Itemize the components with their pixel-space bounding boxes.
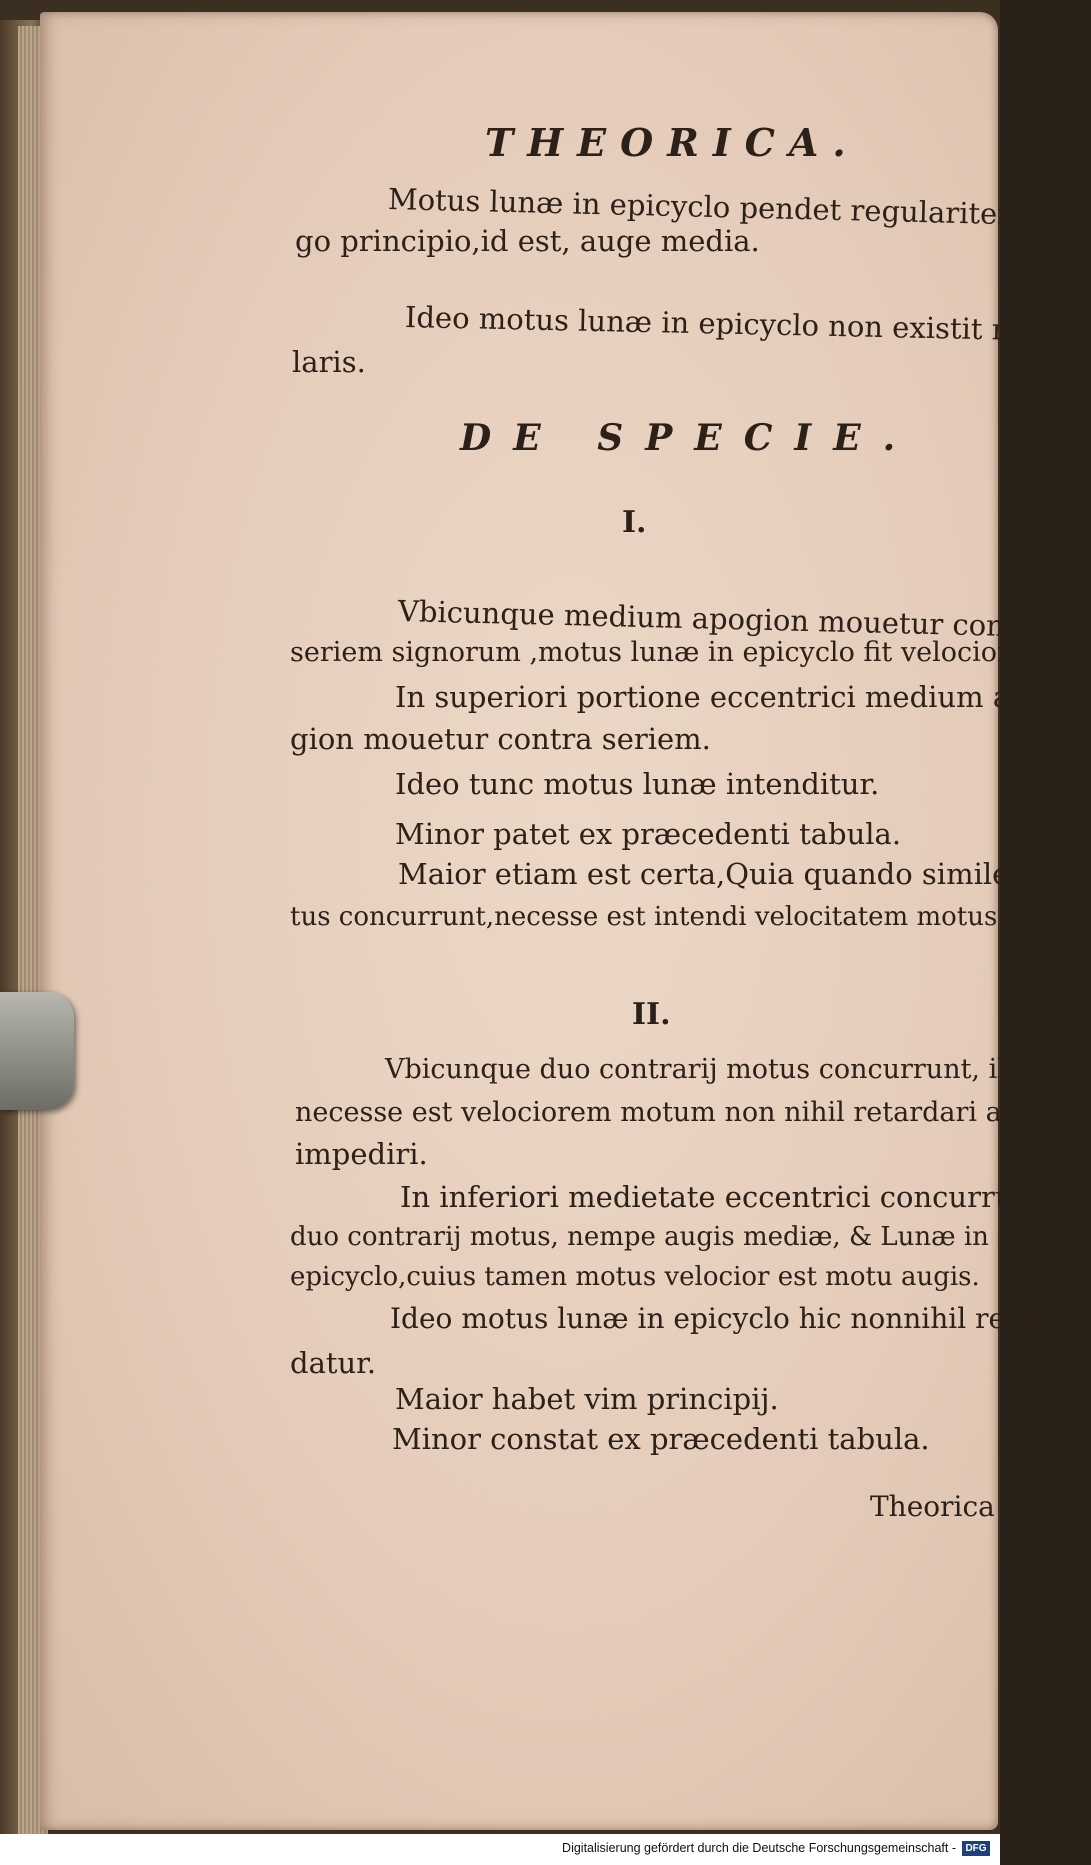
section-2-line-9: Maior habet vim principij. [395, 1382, 779, 1416]
section-2-numeral: II. [632, 997, 671, 1032]
section-title: DE SPECIE. [460, 417, 918, 459]
catchword: Theorica [870, 1490, 995, 1523]
intro-line-4: laris. [292, 345, 366, 379]
section-1-line-4: gion mouetur contra seriem. [290, 722, 711, 756]
section-1-numeral: I. [622, 505, 647, 540]
section-2-line-7: Ideo motus lunæ in epicyclo hic nonnihil retar- [390, 1302, 1056, 1335]
section-2-line-3: impediri. [295, 1137, 428, 1171]
intro-line-3: Ideo motus lunæ in epicyclo non existit regu- [404, 300, 1071, 348]
section-2-line-4: In inferiori medietate eccentrici concurrunt [400, 1180, 1044, 1214]
intro-line-1: Motus lunæ in epicyclo pendet regulariter a va- [387, 182, 1091, 234]
section-2-line-2: necesse est velociorem motum non nihil retardari ac [295, 1097, 1017, 1128]
section-2-line-5: duo contrarij motus, nempe augis mediæ, & Lunæ in [290, 1222, 989, 1252]
section-2-line-1: Vbicunque duo contrarij motus concurrunt, ibi [385, 1054, 1024, 1085]
section-1-line-8: tus concurrunt,necesse est intendi velocitatem motus. [290, 902, 1006, 932]
section-2-line-10: Minor constat ex præcedenti tabula. [392, 1422, 930, 1456]
section-2-line-6: epicyclo,cuius tamen motus velocior est motu augis. [290, 1262, 980, 1292]
section-1-line-5: Ideo tunc motus lunæ intenditur. [395, 767, 880, 801]
running-head: THEORICA. [485, 120, 860, 165]
dfg-logo: DFG [962, 1841, 990, 1856]
section-1-line-6: Minor patet ex præcedenti tabula. [395, 817, 902, 851]
section-2-line-8: datur. [290, 1346, 377, 1380]
book-page [40, 12, 1091, 1830]
section-1-line-7: Maior etiam est certa,Quia quando similes mo- [398, 857, 1089, 891]
funding-credit: Digitalisierung gefördert durch die Deutsche Forschungsgemeinschaft - [562, 1841, 956, 1855]
section-1-line-1: Vbicunque medium apogion mouetur contra [397, 594, 1049, 644]
book-clasp [0, 992, 74, 1110]
section-1-line-2: seriem signorum ,motus lunæ in epicyclo fit velocior. [290, 637, 1016, 668]
section-1-line-3: In superiori portione eccentrici medium apo- [395, 680, 1056, 714]
digitization-footer [0, 1834, 1000, 1865]
intro-line-2: go principio,id est, auge media. [295, 224, 760, 258]
